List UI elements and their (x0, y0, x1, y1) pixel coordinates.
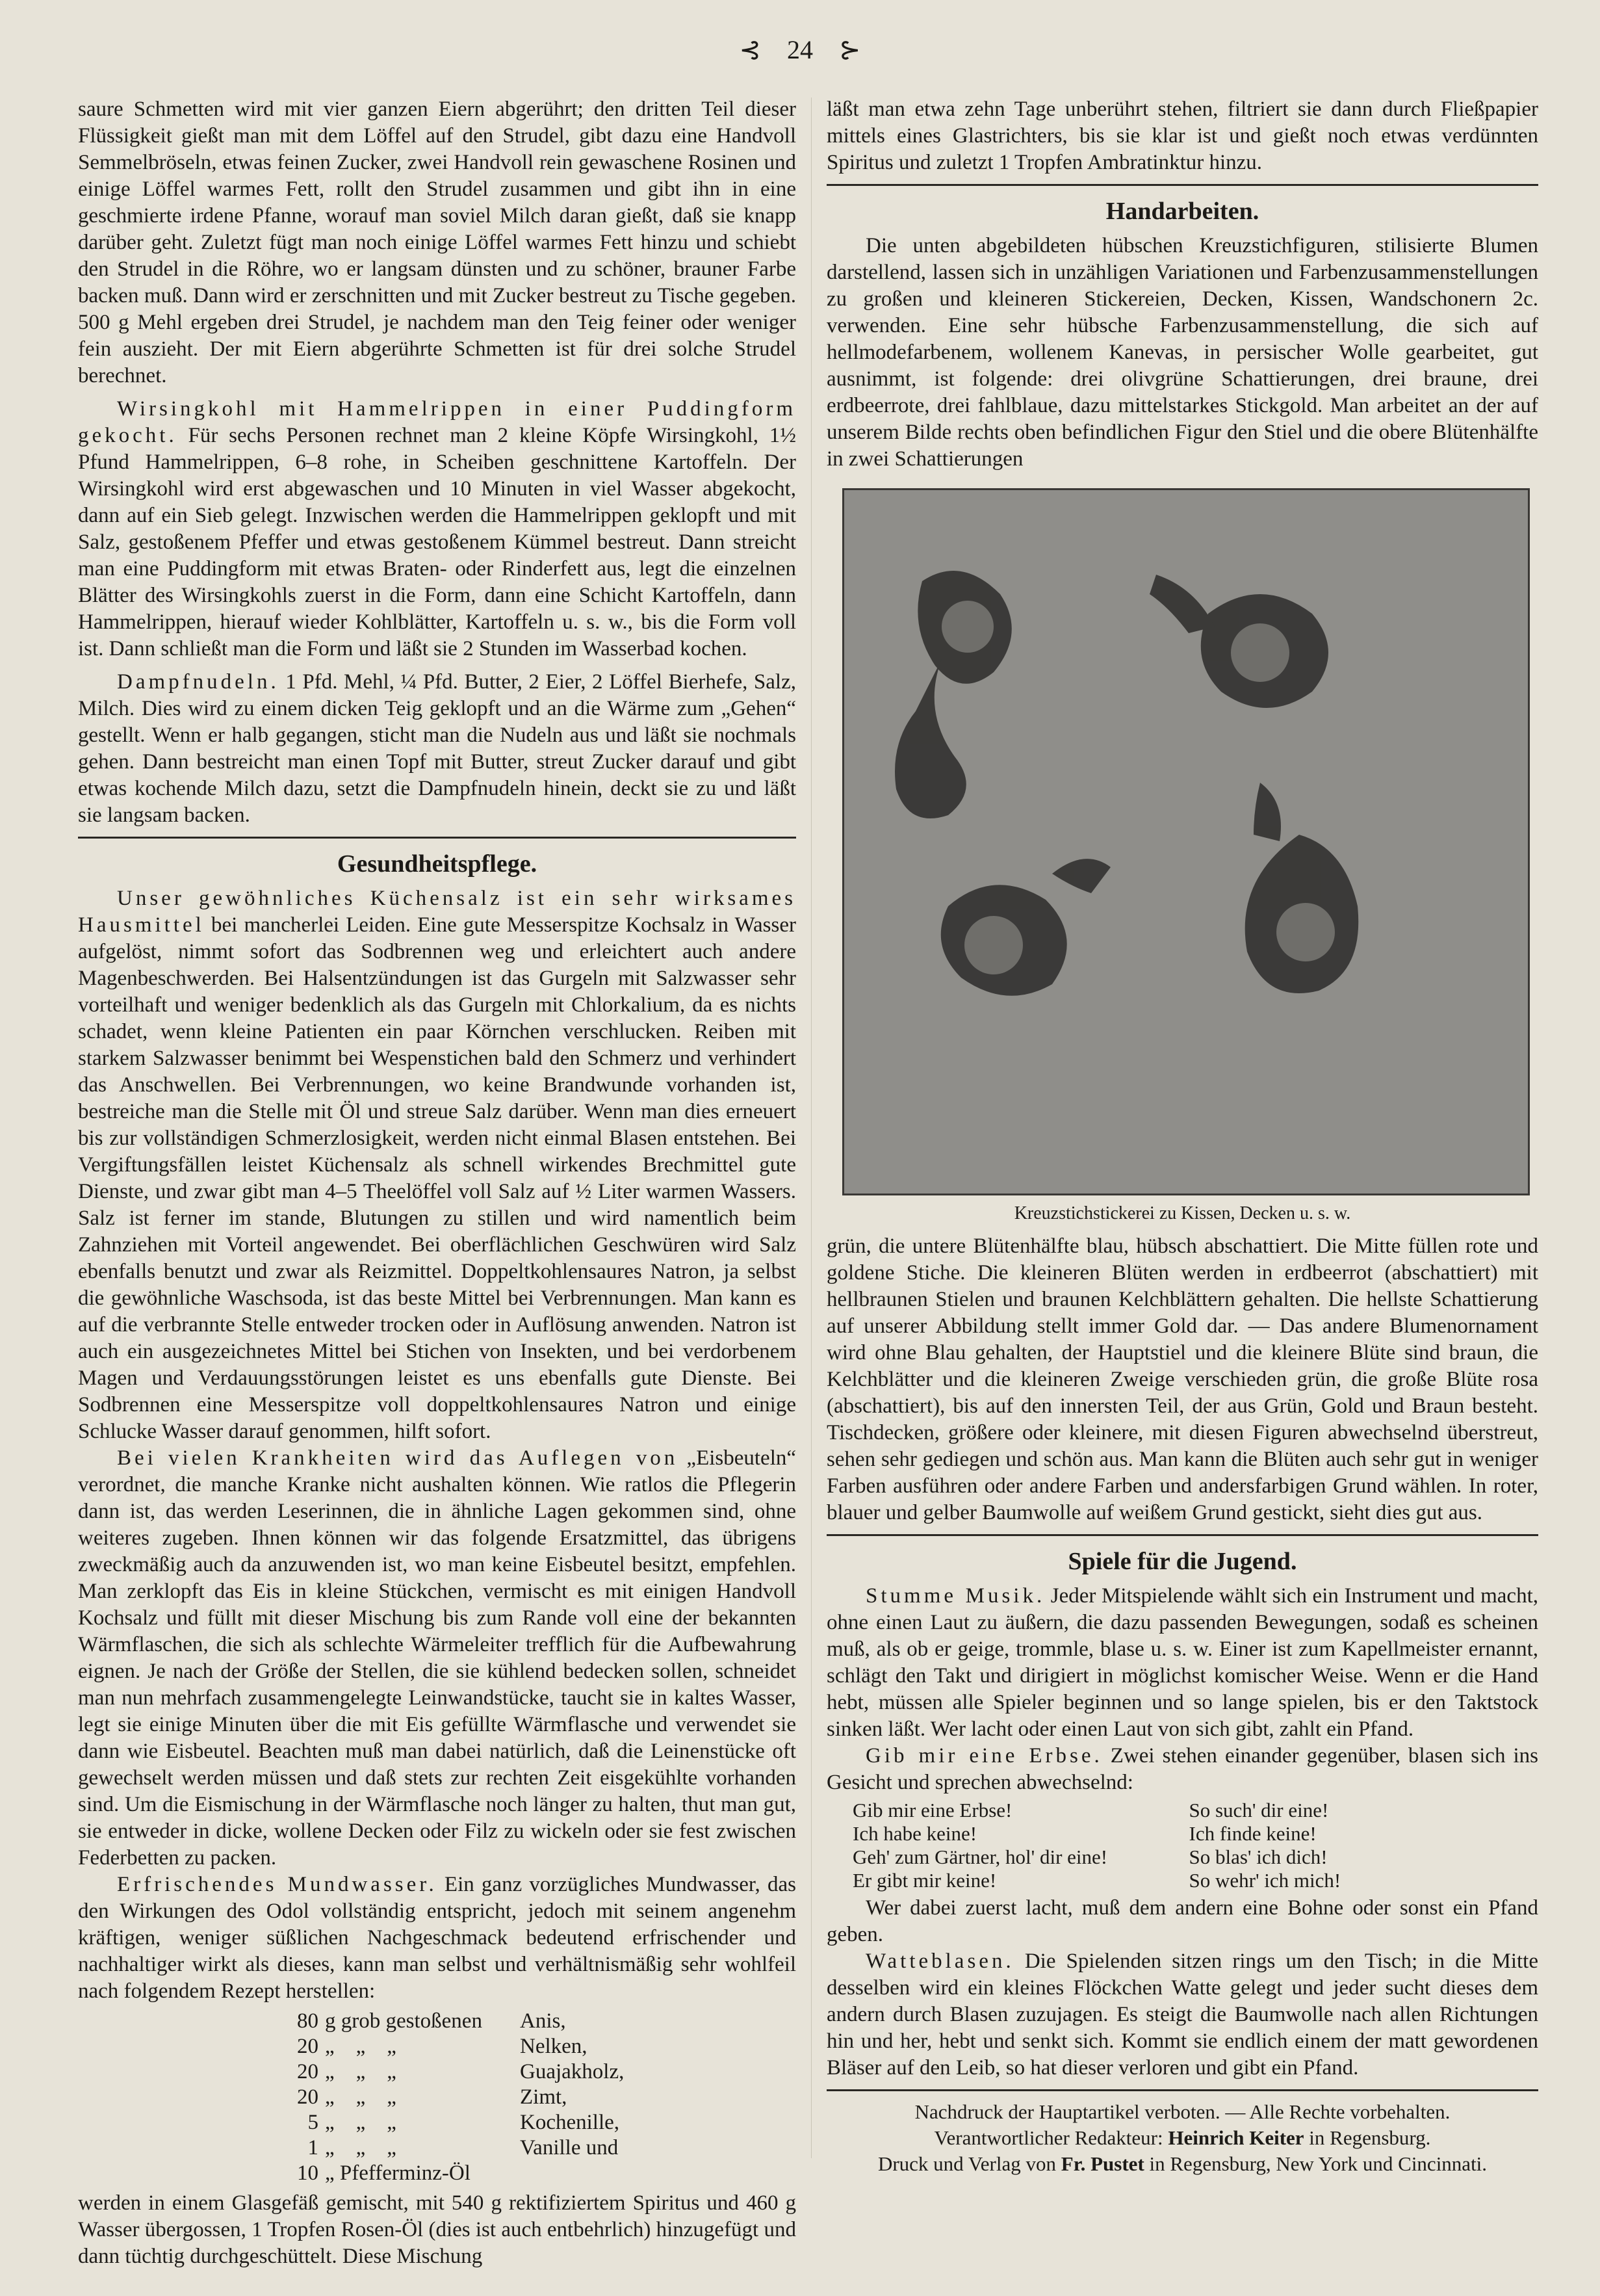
ornament-right: ⊱ (839, 35, 861, 64)
ornament-left: ⊰ (739, 35, 761, 64)
paragraph-watteblasen: Watteblasen. Die Spielenden sitzen rings um den Tisch; in die Mitte desselben wird ein kleines Flöckchen Watte gelegt und jeder sucht dieses dem andern durch Blasen zuzujagen. Es steigt die Baumwolle nach allen Richtungen hin und her, hebt und senkt sich. Kommt sie endlich einem der matt gewordenen Bläser auf den Leib, so hat dieser verloren und gibt ein Pfand. (827, 1950, 1538, 2080)
recipe-unit: „ „ „ (325, 2035, 396, 2058)
dialog-line: Ich finde keine! (1189, 1822, 1317, 1845)
recipe-qty: 10 (297, 2161, 318, 2185)
dialog-line: So blas' ich dich! (1189, 1846, 1328, 1868)
recipe-unit: „ „ „ (325, 2111, 396, 2134)
recipe-strudel-end: saure Schmetten wird mit vier ganzen Eiern abgerührt; den dritten Teil dieser Flüssigkeit gießt man mit dem Löffel auf den Strudel, gibt dazu eine Handvoll Semmelbröseln, etwas feinen Zucker, zwei Handvoll rein gewaschene Rosinen und einige Löffel warmes Fett, rollt den Strudel zusammen und gibt ihn in eine geschmierte irdene Pfanne, worauf man soviel Milch daran gießt, daß sie knapp darüber geht. Zuletzt fügt man noch einige Löffel warmes Fett hinzu und schiebt den Strudel in die Röhre, wo er langsam dünsten und zu schöner, brauner Farbe backen muß. Dann wird er zerschnitten und mit Zucker bestreut zu Tische gegeben. 500 g Mehl ergeben drei Strudel, je nachdem man den Teig feiner oder weniger fein auszieht. Der mit Eiern abgerührte Schmetten ist für drei solche Strudel berechnet. (78, 98, 796, 387)
recipe-unit: „ „ „ (325, 2136, 396, 2159)
dialog-line: Ich habe keine! (853, 1822, 977, 1845)
section-rule (827, 1534, 1538, 1536)
footer-rule (827, 2089, 1538, 2091)
recipe-qty: 80 (297, 2009, 318, 2033)
recipe-qty: 20 (297, 2035, 318, 2058)
section-heading: Gesundheitspflege. (337, 850, 537, 878)
recipe-unit: g grob gestoßenen (325, 2009, 482, 2033)
recipe-row (78, 2161, 796, 2186)
recipe-row (78, 2009, 796, 2034)
section-rule (78, 837, 796, 839)
section-heading: Spiele für die Jugend. (1068, 1548, 1297, 1575)
section-heading: Handarbeiten. (1105, 198, 1259, 225)
recipe-unit: „ Pfefferminz-Öl (325, 2161, 471, 2185)
recipe-item: Zimt, (520, 2085, 567, 2109)
cross-stitch-image (842, 488, 1530, 1195)
recipe-item: Guajakholz, (520, 2060, 625, 2083)
paragraph-handwork: Die unten abgebildeten hübschen Kreuzstichfiguren, stilisierte Blumen darstellend, lassen sich in unzähligen Variationen und Farbenzusammenstellungen zu großen und kleineren Stickereien, Decken, Kissen, Wandschonern 2c. verwenden. Eine sehr hübsche Farbenzusammenstellung, die sich auf hellmodefarbenem, wollenem Kanevas, in persischer Wolle gearbeitet, gut ausnimmt, ist folgende: drei olivgrüne Schattierungen, drei braune, drei erdbeerrote, drei fahlblaue, dazu mittelstarkes Stickgold. Man arbeitet an der auf unserem Bilde rechts oben befindlichen Figur den Stiel und die obere Blütenhälfte in zwei Schattierungen (827, 234, 1538, 471)
recipe-qty: 5 (307, 2111, 318, 2134)
paragraph-mundwasser: Erfrischendes Mundwasser. Ein ganz vorzügliches Mundwasser, das den Wirkungen des Odol vollständig entspricht, jedoch mit seinem angenehm kräftigen, weniger süßlichen Nachgeschmack bedeutend erfrischender und nachhaltiger wirkt als dieses, kann man selbst und verhältnismäßig sehr wohlfeil nach folgendem Rezept herstellen: (78, 1873, 796, 2003)
mundwasser-end: läßt man etwa zehn Tage unberührt stehen, filtriert sie dann durch Fließpapier mittels eines Glastrichters, bis sie klar ist und gießt noch etwas verdünnten Spiritus und zuletzt 1 Tropfen Ambratinktur hinzu. (827, 98, 1538, 174)
recipe-row (78, 2110, 796, 2135)
recipe-row (78, 2034, 796, 2059)
dialog-line: Geh' zum Gärtner, hol' dir eine! (853, 1846, 1108, 1868)
dialog-line: Gib mir eine Erbse! (853, 1799, 1013, 1821)
recipe-item: Nelken, (520, 2035, 587, 2058)
recipe-row (78, 2059, 796, 2085)
recipe-qty: 20 (297, 2060, 318, 2083)
figure-caption: Kreuzstichstickerei zu Kissen, Decken u. s. w. (1014, 1203, 1351, 1223)
imprint: Nachdruck der Hauptartikel verboten. — Alle Rechte vorbehalten. Verantwortlicher Redakteur: Heinrich Keiter in Regensburg. Druck und Verlag von Fr. Pustet in Regensburg, New York und Cincinnati. (877, 2100, 1488, 2175)
recipe-item: Anis, (520, 2009, 566, 2033)
dialog-line: Er gibt mir keine! (853, 1869, 997, 1892)
paragraph-mixing: werden in einem Glasgefäß gemischt, mit 540 g rektifiziertem Spiritus und 460 g Wasser übergossen, 1 Tropfen Rosen-Öl (dies ist auch entbehrlich) hinzugefügt und dann tüchtig durchgeschüttelt. Diese Mischung (78, 2191, 796, 2268)
recipe-row (78, 2135, 796, 2161)
recipe-wirsingkohl: Wirsingkohl mit Hammelrippen in einer Puddingform gekocht. Für sechs Personen rechnet man 2 kleine Köpfe Wirsingkohl, 1½ Pfund Hammelrippen, 6–8 rohe, in Scheiben geschnittene Kartoffeln. Der Wirsingkohl wird erst abgewaschen und 10 Minuten in viel Wasser abgekocht, dann auf ein Sieb gelegt. Inzwischen werden die Hammelrippen geklopft und mit Salz, gestoßenem Pfeffer und etwas gestoßenem Kümmel bestreut. Dann streicht man eine Puddingform mit etwas Braten- oder Rinderfett aus, legt die einzelnen Blätter des Wirsingkohls zuerst in die Form, dann eine Schicht Kartoffeln, dann Hammelrippen, hierauf wieder Kohlblätter, Kartoffeln u. s. w., bis die Form voll ist. Dann schließt man die Form und läßt sie 2 Stunden im Wasserbad kochen. (78, 397, 796, 660)
dialog-line: So wehr' ich mich! (1189, 1869, 1341, 1892)
recipe-qty: 1 (307, 2136, 318, 2159)
recipe-qty: 20 (297, 2085, 318, 2109)
paragraph-eisbeutel: Bei vielen Krankheiten wird das Auflegen von „Eisbeuteln“ verordnet, die manche Kranke nicht aushalten können. Wie ratlos die Pflegerin dann ist, das werden Leserinnen, die in ähnliche Lagen gekommen sind, ohne weiteres zugeben. Ihnen können wir das folgende Ersatzmittel, das übrigens zweckmäßig auch da anzuwenden ist, wo man keine Eisbeutel besitzt, empfehlen. Man zerklopft das Eis in kleine Stückchen, vermischt es mit einigen Handvoll Kochsalz und füllt mit dieser Mischung bis zum Rande voll eine der bekannten Wärmflaschen, die sich als schlechte Wärmeleiter trefflich für die Aufbewahrung eignen. Je nach der Größe der Stellen, die sie kühlend bedecken sollen, schneidet man nun mehrfach zusammengelegte Leinwandstücke, taucht sie in kaltes Wasser, legt sie einige Minuten über die mit Eis gefüllte Wärmflasche und verwendet sie dann wie Eisbeutel. Beachten muß man dabei natürlich, daß die Leinenstücke oft gewechselt werden müssen und daß stets zur rechten Zeit eisgekühlte vorhanden sind. Um die Eismischung in der Wärmflasche noch länger zu halten, thut man gut, sie entweder in dicke, wollene Decken oder Filz zu wickeln oder sie fest zwischen Federbetten zu packen. (78, 1446, 797, 1870)
right-column (827, 96, 1538, 2177)
paragraph-pfand: Wer dabei zuerst lacht, muß dem andern eine Bohne oder sonst ein Pfand geben. (827, 1896, 1538, 1946)
recipe-item: Vanille und (520, 2136, 619, 2159)
recipe-dampfnudeln: Dampfnudeln. 1 Pfd. Mehl, ¼ Pfd. Butter, 2 Eier, 2 Löffel Bierhefe, Salz, Milch. Dies wird zu einem dicken Teig geklopft und an die Wärme zum „Gehen“ gestellt. Wenn er halb gegangen, sticht man die Nudeln aus und läßt sie nochmals gehen. Dann bestreicht man einen Topf mit Butter, streut Zucker darauf und gibt etwas kochende Milch dazu, setzt die Dampfnudeln hinein, deckt sie zu und läßt sie langsam backen. (78, 670, 796, 827)
recipe-unit: „ „ „ (325, 2060, 396, 2083)
recipe-unit: „ „ „ (325, 2085, 396, 2109)
recipe-row (78, 2085, 796, 2110)
cross-stitch-flowers (844, 490, 1528, 1194)
section-rule (827, 184, 1538, 186)
paragraph-erbse: Gib mir eine Erbse. Zwei stehen einander gegenüber, blasen sich ins Gesicht und sprechen abwechselnd: (827, 1744, 1538, 1794)
paragraph-stumme-musik: Stumme Musik. Jeder Mitspielende wählt sich ein Instrument und macht, ohne einen Laut zu äußern, die dazu passenden Bewegungen, sodaß es scheinen muß, als ob er geige, trommle, blase u. s. w. Einer ist zum Kapellmeister ernannt, schlägt den Takt und dirigiert in möglichst komischer Weise. Wenn er die Hand hebt, müssen alle Spieler beginnen und so lange spielen, bis er den Taktstock sinken läßt. Wer lacht oder einen Laut von sich gibt, zahlt ein Pfand. (827, 1584, 1538, 1741)
dialog-line: So such' dir eine! (1189, 1799, 1329, 1821)
page-number: ⊰ 24 ⊱ (739, 35, 861, 64)
dialog-verses (827, 1796, 1538, 1895)
paragraph-kuechensalz: Unser gewöhnliches Küchensalz ist ein sehr wirksames Hausmittel bei mancherlei Leiden. Eine gute Messerspitze Kochsalz in Wasser aufgelöst, nimmt sofort das Sodbrennen weg und erleichtert auch andere Magenbeschwerden. Bei Halsentzündungen ist das Gurgeln mit Salzwasser sehr vorteilhaft und weniger bedenklich als das Gurgeln mit Chlorkalium, da es nichts schadet, wenn kleine Patienten ein paar Körnchen verschlucken. Reiben mit starkem Salzwasser benimmt bei Wespenstichen bald den Schmerz und verhindert das Anschwellen. Bei Verbrennungen, wo keine Brandwunde vorhanden ist, bestreiche man die Stelle mit Öl und streue Salz darüber. Wenn man dies erneuert bis zur vollständigen Schmerzlosigkeit, werden nicht einmal Blasen entstehen. Bei Vergiftungsfällen leistet Küchensalz als schnell wirkendes Brechmittel gute Dienste, und zwar gibt man 4–5 Theelöffel voll Salz auf ½ Liter warmen Wassers. Salz ist ferner im stande, Blutungen zu stillen und wird namentlich beim Zahnziehen mit Vorteil angewendet. Bei oberflächlichen Geschwüren wird Salz ebenfalls benutzt und zwar als Reizmittel. Doppeltkohlensaures Natron, ja selbst die gewöhnliche Waschsoda, ist das beste Mittel bei Verbrennungen. Man kann es auf die verbrannte Stelle entweder trocken oder in Auflösung anwenden. Natron ist auch ein ausgezeichnetes Mittel bei Stichen von Insekten, und bei verdorbenem Magen und Verdauungsstörungen leistet es uns ebenfalls gute Dienste. Bei Sodbrennen eine Messerspitze voll doppeltkohlensaures Natron und einige Schlucke Wasser darauf genommen, hilft sofort. (78, 887, 796, 1443)
left-column (78, 96, 796, 2270)
handwork-continued: grün, die untere Blütenhälfte blau, hübsch abschattiert. Die Mitte füllen rote und goldene Stiche. Die kleineren Blüten werden in erdbeerrot (abschattiert) mit hellbraunen Stielen und braunen Kelchblättern gehalten. Die hellste Schattierung auf unserer Abbildung stellt immer Gold dar. — Das andere Blumenornament wird ohne Blau gehalten, der Hauptstiel und die kleinere Blüte sind braun, die Kelchblätter und die kleineren Zweige verschieden grün, die große Blüte rosa (abschattiert), bis auf den innersten Teil, der aus Grün, Gold und Braun besteht. Tischdecken, größere oder kleinere, mit diesen Figuren abwechselnd überstreut, sehen sehr gediegen und schön aus. Man kann die Blüten auch sehr gut in weniger Farben ausführen oder andere Farben und andersfarbigen Grund wählen. In roter, blauer und gelber Baumwolle auf weißem Grund gestickt, sieht dies gut aus. (827, 1234, 1538, 1524)
recipe-list (78, 2009, 796, 2186)
recipe-item: Kochenille, (520, 2111, 620, 2134)
column-divider (811, 98, 812, 2158)
